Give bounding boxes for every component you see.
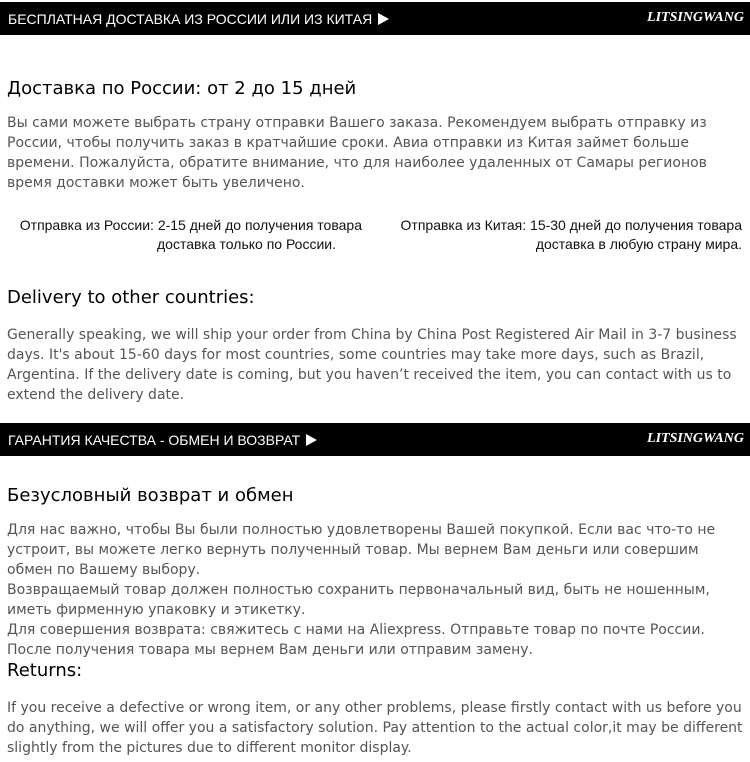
brand-logo: LITSINGWANG xyxy=(647,431,744,446)
exchange-paragraph: Для нас важно, чтобы Вы были полностью удовлетворены Вашей покупкой. Если вас что-то не устроит, вы можете легко вернуть полученный товар. Мы вернем Вам деньги или совершим обмен по Вашему выбору. xyxy=(7,522,716,578)
ship-option-line: доставка только по России. xyxy=(157,236,336,252)
quality-banner xyxy=(0,423,750,456)
shipping-banner-text: БЕСПЛАТНАЯ ДОСТАВКА ИЗ РОССИИ ИЛИ ИЗ КИТАЯ xyxy=(8,11,373,27)
ship-option-line: Отправка из России: 2-15 дней до получения товара xyxy=(19,217,362,233)
russia-delivery-heading: Доставка по России: от 2 до 15 дней xyxy=(7,78,357,99)
exchange-heading: Безусловный возврат и обмен xyxy=(7,485,294,506)
exchange-paragraph: Для совершения возврата: свяжитесь с нами на Aliexpress. Отправьте товар по почте России. После получения товара мы вернем Вам деньги или отправим замену. xyxy=(7,622,705,658)
returns-heading: Returns: xyxy=(7,660,83,681)
returns-text: If you receive a defective or wrong item, or any other problems, please firstly contact with us before you do anything, we will offer you a satisfactory solution. Pay attention to the actual color,it may be different slightly from the pictures due to different monitor display. xyxy=(7,700,743,756)
exchange-text xyxy=(7,520,747,660)
other-countries-heading: Delivery to other countries: xyxy=(7,287,255,308)
play-arrow-icon xyxy=(378,13,389,25)
quality-banner-text: ГАРАНТИЯ КАЧЕСТВА - ОБМЕН И ВОЗВРАТ xyxy=(8,432,301,448)
play-arrow-icon xyxy=(306,434,317,446)
shipping-banner xyxy=(0,2,750,35)
ship-option-line: доставка в любую страну мира. xyxy=(535,236,742,252)
ship-option-line: Отправка из Китая: 15-30 дней до получения товара xyxy=(400,217,742,233)
ship-option-russia xyxy=(4,216,362,254)
quality-banner-title xyxy=(8,432,317,448)
brand-logo: LITSINGWANG xyxy=(647,10,744,25)
ship-option-china xyxy=(384,216,742,254)
russia-delivery-text: Вы сами можете выбрать страну отправки Вашего заказа. Рекомендуем выбрать отправку из России, чтобы получить заказ в кратчайшие сроки. Авиа отправки из Китая займет больше времени. Пожалуйста, обратите внимание, что для наиболее удаленных от Самары регионов время доставки может быть увеличено. xyxy=(7,115,707,191)
other-countries-text: Generally speaking, we will ship your order from China by China Post Registered Air Mail in 3-7 business days. It's about 15-60 days for most countries, some countries may take more days, such as Brazil, Argentina. If the delivery date is coming, but you haven’t received the item, you can contact with us to extend the delivery date. xyxy=(7,327,737,403)
exchange-paragraph: Возвращаемый товар должен полностью сохранить первоначальный вид, быть не ношенным, иметь фирменную упаковку и этикетку. xyxy=(7,582,710,618)
shipping-banner-title xyxy=(8,11,389,27)
